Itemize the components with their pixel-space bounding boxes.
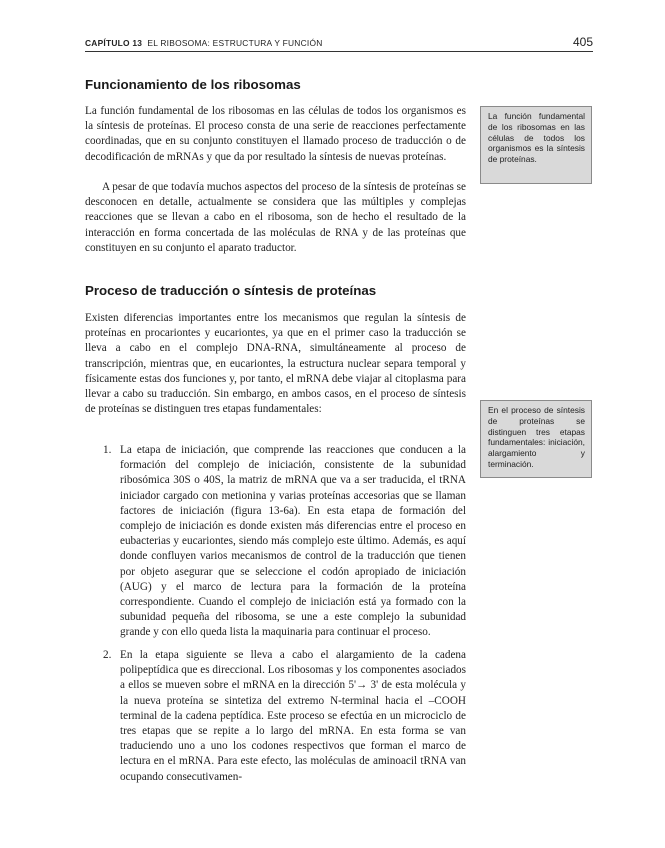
running-header	[85, 37, 593, 52]
page-number: 405	[572, 35, 593, 49]
section-heading-ribosome-function: Funcionamiento de los ribosomas	[85, 77, 301, 92]
chapter-header	[85, 38, 323, 48]
list-item-number: 1.	[103, 444, 112, 456]
list-item-text: En la etapa siguiente se lleva a cabo el alargamiento de la cadena polipeptídica que es direccional. Los ribosomas y los componentes asociados a ellos se mueven sobre el mRNA en la dirección 5'→ 3' de esta molécula y la nueva proteína se sintetiza del extremo N-terminal hacia el –COOH terminal de la cadena peptídica. Este proceso se efectúa en un microciclo de tres etapas que se repite a lo largo del mRNA. En esta forma se van traduciendo uno a uno los codones respectivos que forman el marco de lectura en el mRNA. Para este efecto, las moléculas de aminoacil tRNA van ocupando consecutivamen-	[120, 649, 466, 783]
section-heading-translation-process: Proceso de traducción o síntesis de proteínas	[85, 283, 377, 298]
chapter-title: EL RIBOSOMA: ESTRUCTURA Y FUNCIÓN	[147, 38, 323, 48]
chapter-label: CAPÍTULO 13	[85, 38, 143, 48]
list-item	[103, 443, 466, 641]
margin-note-ribosome-function: La función fundamental de los ribosomas en las células de todos los organismos es la síntesis de proteínas.	[480, 106, 592, 184]
paragraph-ribosome-function-1: La función fundamental de los ribosomas en las células de todos los organismos es la síntesis de proteínas. El proceso consta de una serie de reacciones perfectamente coordinadas, que en su conjunto constituyen el llamado proceso de traducción o de decodificación de mRNAs y que da por resultado la síntesis de nuevas proteínas.	[85, 105, 466, 163]
list-item	[103, 648, 466, 785]
paragraph-ribosome-function-2: A pesar de que todavía muchos aspectos del proceso de la síntesis de proteínas se desconocen en detalle, actualmente se considera que las múltiples y complejas reacciones que se llevan a cabo en el ribosoma, son de hecho el resultado de la interacción en forma concertada de las moléculas de RNA y de las proteínas que constituyen en su conjunto el aparato traductor.	[85, 181, 466, 254]
margin-note-translation-stages: En el proceso de síntesis de proteínas se distinguen tres etapas fundamentales: iniciación, alargamiento y terminación.	[480, 400, 592, 478]
paragraph-translation-intro: Existen diferencias importantes entre los mecanismos que regulan la síntesis de proteínas en procariontes y eucariontes, ya que en el primer caso la traducción se lleva a cabo en el complejo DNA-RNA, simultáneamente al proceso de transcripción, mientras que, en eucariontes, la estructura nuclear separa temporal y físicamente estas dos funciones y, por tanto, el mRNA debe viajar al citoplasma para llevar a cabo su traducción. Sin embargo, en ambos casos, en el proceso de síntesis de proteínas se distinguen tres etapas fundamentales:	[85, 312, 466, 416]
list-item-number: 2.	[103, 649, 112, 661]
list-item-text: La etapa de iniciación, que comprende las reacciones que conducen a la formación del complejo de iniciación, consistente de la subunidad ribosómica 30S o 40S, la matriz de mRNA que va a ser traducida, el tRNA iniciador cargado con metionina y varias proteínas accesorias que se llaman factores de iniciación (figura 13-6a). En esta etapa de formación del complejo de iniciación es donde existen más diferencias entre el proceso en eubacterias y eucariontes, siendo más complejo este último. Además, es aquí donde confluyen varios mecanismos de control de la traducción que tienen por objeto asegurar que se seleccione el codón apropiado de iniciación (AUG) y el marco de lectura para la formación de la proteína correspondiente. Cuando el complejo de iniciación está ya formado con la subunidad pequeña del ribosoma, se une a este complejo la subunidad grande y con ello queda lista la maquinaria para continuar el proceso.	[120, 444, 466, 639]
